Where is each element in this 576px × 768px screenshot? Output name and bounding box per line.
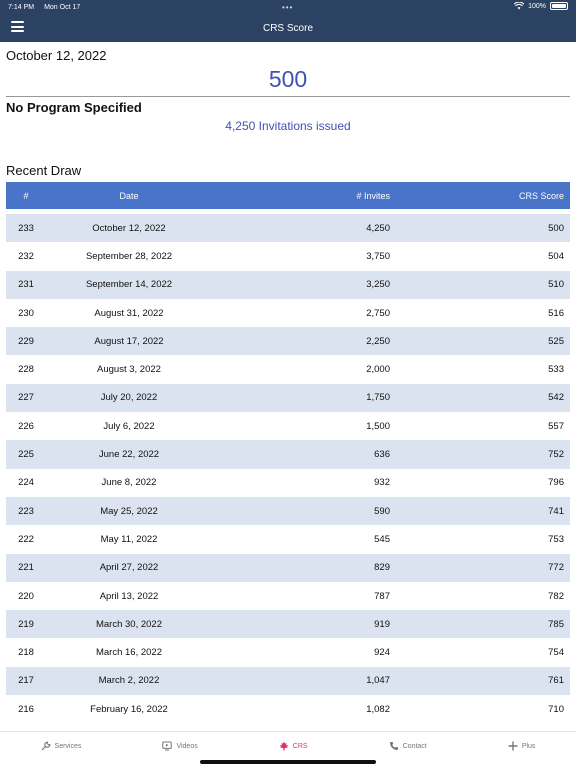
multitasking-dots-icon[interactable]: ••• (282, 3, 294, 12)
table-row[interactable] (6, 582, 570, 610)
row-crs-score: 525 (548, 335, 564, 347)
row-number: 223 (18, 505, 34, 517)
table-header (6, 182, 570, 209)
row-invites: 932 (374, 477, 390, 489)
row-date: March 16, 2022 (95, 647, 162, 659)
table-row[interactable] (6, 610, 570, 638)
header-number: # (23, 190, 29, 201)
row-invites: 590 (374, 505, 390, 517)
table-row[interactable] (6, 525, 570, 553)
row-number: 217 (18, 675, 34, 687)
header-crs-score: CRS Score (518, 190, 564, 201)
recent-draw-table (6, 182, 570, 723)
row-crs-score: 504 (548, 250, 564, 262)
row-date: February 16, 2022 (90, 703, 168, 715)
battery-icon (550, 2, 568, 10)
table-row[interactable] (6, 667, 570, 695)
tab-crs[interactable] (279, 741, 308, 751)
row-number: 219 (18, 618, 34, 630)
row-number: 233 (18, 222, 34, 234)
row-number: 229 (18, 335, 34, 347)
row-number: 220 (18, 590, 34, 602)
plus-icon (508, 741, 518, 751)
table-row[interactable] (6, 355, 570, 383)
status-date: Mon Oct 17 (44, 3, 81, 11)
row-crs-score: 741 (548, 505, 564, 517)
row-date: March 2, 2022 (98, 675, 160, 687)
row-invites: 545 (374, 533, 390, 545)
row-number: 225 (18, 449, 34, 461)
menu-icon[interactable] (11, 21, 24, 32)
row-number: 232 (18, 250, 34, 262)
row-date: June 22, 2022 (98, 449, 160, 461)
status-time: 7:14 PM (8, 3, 35, 11)
table-row[interactable] (6, 242, 570, 270)
row-date: August 3, 2022 (97, 364, 161, 376)
maple-leaf-icon (279, 741, 289, 751)
row-invites: 2,250 (366, 335, 390, 347)
row-number: 222 (18, 533, 34, 545)
row-crs-score: 785 (548, 618, 564, 630)
row-invites: 829 (374, 562, 390, 574)
row-crs-score: 710 (548, 703, 564, 715)
row-date: July 6, 2022 (103, 420, 155, 432)
row-crs-score: 557 (548, 420, 564, 432)
row-number: 216 (18, 703, 34, 715)
home-indicator (200, 760, 376, 764)
row-date: October 12, 2022 (92, 222, 166, 234)
row-invites: 1,500 (366, 420, 390, 432)
row-number: 218 (18, 647, 34, 659)
tab-label: Services (54, 742, 82, 750)
program-name: No Program Specified (6, 100, 142, 115)
row-crs-score: 500 (548, 222, 564, 234)
navigation-bar (0, 14, 576, 42)
tab-label: Videos (176, 742, 198, 750)
row-invites: 919 (374, 618, 390, 630)
table-row[interactable] (6, 554, 570, 582)
battery-percent: 100% (528, 2, 546, 10)
table-row[interactable] (6, 412, 570, 440)
row-number: 230 (18, 307, 34, 319)
table-row[interactable] (6, 440, 570, 468)
row-invites: 636 (374, 449, 390, 461)
row-number: 231 (18, 279, 34, 291)
table-row[interactable] (6, 214, 570, 242)
row-invites: 2,750 (366, 307, 390, 319)
row-invites: 3,250 (366, 279, 390, 291)
row-date: May 25, 2022 (100, 505, 158, 517)
row-number: 224 (18, 477, 34, 489)
row-crs-score: 753 (548, 533, 564, 545)
row-date: September 14, 2022 (85, 279, 173, 291)
tab-label: CRS (292, 742, 308, 750)
table-row[interactable] (6, 271, 570, 299)
row-invites: 924 (374, 647, 390, 659)
table-row[interactable] (6, 695, 570, 723)
row-date: March 30, 2022 (95, 618, 162, 630)
tab-plus[interactable] (508, 741, 536, 751)
row-date: June 8, 2022 (101, 477, 157, 489)
row-number: 226 (18, 420, 34, 432)
tab-services[interactable] (41, 741, 82, 751)
wrench-icon (41, 741, 51, 751)
row-crs-score: 510 (548, 279, 564, 291)
table-row[interactable] (6, 497, 570, 525)
page-title: CRS Score (262, 22, 313, 34)
row-crs-score: 796 (548, 477, 564, 489)
row-date: August 31, 2022 (94, 307, 164, 319)
row-number: 227 (18, 392, 34, 404)
row-crs-score: 516 (548, 307, 564, 319)
row-date: August 17, 2022 (94, 335, 164, 347)
divider (6, 96, 570, 97)
row-number: 228 (18, 364, 34, 376)
phone-icon (389, 741, 399, 751)
row-crs-score: 533 (548, 364, 564, 376)
row-invites: 2,000 (366, 364, 390, 376)
row-crs-score: 542 (548, 392, 564, 404)
row-invites: 1,047 (366, 675, 390, 687)
invitations-issued: 4,250 Invitations issued (225, 119, 351, 133)
table-row[interactable] (6, 638, 570, 666)
row-invites: 1,750 (366, 392, 390, 404)
header-invites: # Invites (356, 190, 390, 201)
row-date: September 28, 2022 (85, 250, 173, 262)
row-date: April 13, 2022 (99, 590, 159, 602)
table-row[interactable] (6, 469, 570, 497)
row-crs-score: 772 (548, 562, 564, 574)
tab-label: Contact (402, 742, 427, 750)
tab-contact[interactable] (389, 741, 427, 751)
row-crs-score: 754 (548, 647, 564, 659)
row-invites: 3,750 (366, 250, 390, 262)
table-row[interactable] (6, 384, 570, 412)
row-invites: 4,250 (366, 222, 390, 234)
row-date: May 11, 2022 (100, 533, 158, 545)
table-row[interactable] (6, 299, 570, 327)
table-row[interactable] (6, 327, 570, 355)
latest-draw-date: October 12, 2022 (6, 48, 107, 63)
row-invites: 787 (374, 590, 390, 602)
header-date: Date (119, 190, 139, 201)
row-invites: 1,082 (366, 703, 390, 715)
wifi-icon (514, 2, 524, 10)
row-crs-score: 761 (548, 675, 564, 687)
row-crs-score: 782 (548, 590, 564, 602)
status-bar (0, 0, 576, 14)
recent-draw-title: Recent Draw (6, 163, 82, 178)
table-body (6, 214, 570, 723)
tab-videos[interactable] (162, 741, 197, 751)
row-date: July 20, 2022 (100, 392, 158, 404)
row-crs-score: 752 (548, 449, 564, 461)
row-date: April 27, 2022 (99, 562, 159, 574)
tab-label: Plus (521, 742, 536, 750)
video-icon (162, 741, 172, 751)
latest-crs-score: 500 (268, 66, 308, 92)
row-number: 221 (18, 562, 34, 574)
